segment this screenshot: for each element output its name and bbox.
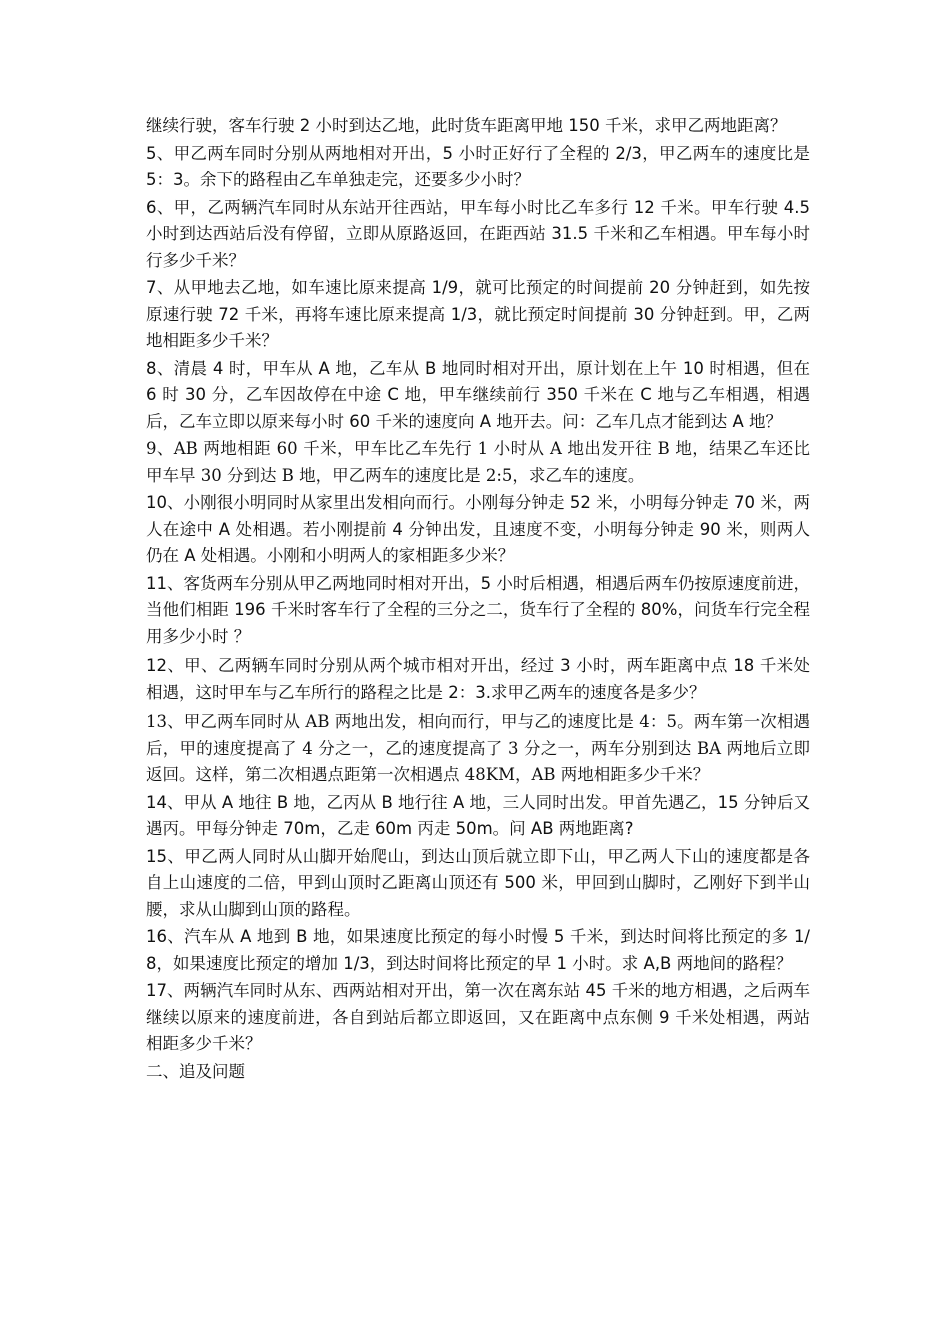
paragraph-continued: 继续行驶，客车行驶 2 小时到达乙地，此时货车距离甲地 150 千米，求甲乙两地距离？ [146, 116, 787, 135]
problem-5: 5、甲乙两车同时分别从两地相对开出，5 小时正好行了全程的 2/3，甲乙两车的速度比是 5：3。余下的路程由乙车单独走完，还要多少小时？ [146, 143, 810, 189]
problem-14: 14、甲从 A 地往 B 地，乙丙从 B 地行往 A 地，三人同时出发。甲首先遇乙，15 分钟后又遇丙。甲每分钟走 70m，乙走 60m 丙走 50m。问 AB 两地距离? [146, 792, 810, 838]
problem-13: 13、甲乙两车同时从 AB 两地出发，相向而行，甲与乙的速度比是 4：5。两车第一次相遇后，甲的速度提高了 4 分之一，乙的速度提高了 3 分之一，两车分别到达 BA 两地后立即返回。这样，第二次相遇点距第一次相遇点 48KM，AB 两地相距多少千米？ [146, 712, 810, 784]
problem-10: 10、小刚很小明同时从家里出发相向而行。小刚每分钟走 52 米，小明每分钟走 70 米，两人在途中 A 处相遇。若小刚提前 4 分钟出发，且速度不变，小明每分钟走 90 米，则两人仍在 A 处相遇。小刚和小明两人的家相距多少米？ [146, 493, 810, 565]
problem-6: 6、甲，乙两辆汽车同时从东站开往西站，甲车每小时比乙车多行 12 千米。甲车行驶 4.5 小时到达西站后没有停留，立即从原路返回，在距西站 31.5 千米和乙车相遇。甲车每小时行多少千米？ [146, 197, 810, 270]
document-body [146, 113, 810, 1085]
problem-9: 9、AB 两地相距 60 千米，甲车比乙车先行 1 小时从 A 地出发开往 B 地，结果乙车还比甲车早 30 分到达 B 地，甲乙两车的速度比是 2:5，求乙车的速度。 [146, 439, 810, 485]
problem-17: 17、两辆汽车同时从东、西两站相对开出，第一次在离东站 45 千米的地方相遇，之后两车继续以原来的速度前进，各自到站后都立即返回，又在距离中点东侧 9 千米处相遇，两站相距多少千米？ [146, 981, 810, 1053]
problem-11: 11、客货两车分别从甲乙两地同时相对开出，5 小时后相遇，相遇后两车仍按原速度前进，当他们相距 196 千米时客车行了全程的三分之二，货车行了全程的 80%，问货车行完全程用多少小时 ？ [146, 573, 810, 646]
problem-16: 16、汽车从 A 地到 B 地，如果速度比预定的每小时慢 5 千米，到达时间将比预定的多 1/8，如果速度比预定的增加 1/3，到达时间将比预定的早 1 小时。求 A,B 两地间的路程？ [146, 927, 810, 973]
section-heading: 二、追及问题 [146, 1061, 245, 1081]
problem-7: 7、从甲地去乙地，如车速比原来提高 1/9，就可比预定的时间提前 20 分钟赶到，如先按原速行驶 72 千米，再将车速比原来提高 1/3，就比预定时间提前 30 分钟赶到。甲，乙两地相距多少千米？ [146, 278, 810, 350]
problem-8: 8、清晨 4 时，甲车从 A 地，乙车从 B 地同时相对开出，原计划在上午 10 时相遇，但在 6 时 30 分，乙车因故停在中途 C 地，甲车继续前行 350 千米在 C 地与乙车相遇，相遇后，乙车立即以原来每小时 60 千米的速度向 A 地开去。问：乙车几点才能到达 A 地？ [146, 358, 810, 431]
problem-15: 15、甲乙两人同时从山脚开始爬山，到达山顶后就立即下山，甲乙两人下山的速度都是各自上山速度的二倍，甲到山顶时乙距离山顶还有 500 米，甲回到山脚时，乙刚好下到半山腰，求从山脚到山顶的路程。 [146, 846, 810, 919]
problem-12: 12、甲、乙两辆车同时分别从两个城市相对开出，经过 3 小时，两车距离中点 18 千米处相遇，这时甲车与乙车所行的路程之比是 2：3.求甲乙两车的速度各是多少？ [146, 656, 810, 702]
